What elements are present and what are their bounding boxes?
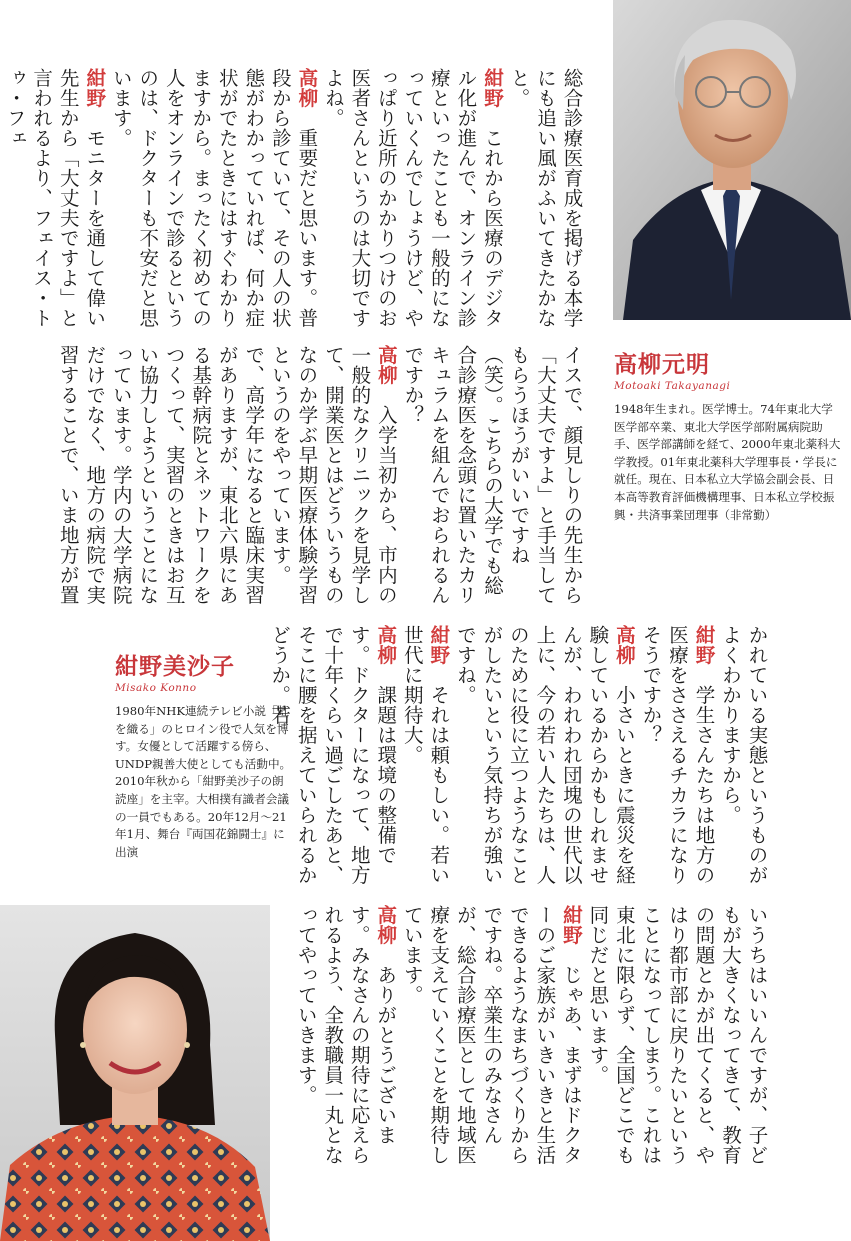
takayanagi-bio: 1948年生まれ。医学博士。74年東北大学医学部卒業、東北大学医学部附属病院助手、医学部講師を経て、2000年東北薬科大学教授。01年東北薬科大学理事長・学長に就任。現在、日本私立大学協会副会長、日本高等教育評価機構理事、日本私立学校振興・共済事業団理事（非常勤） <box>614 402 841 522</box>
para: いうちはいいんですが、子どもが大きくなってきて、教育の問題とかが出てくると、やはり都市部に戻りたいということになってしまう。これは東北に限らず、全国どこでも同じだと思います。 <box>586 905 769 1165</box>
konno-name: 紺野美沙子 <box>115 654 235 680</box>
konno-bio: 1980年NHK連続テレビ小説「虹を織る」のヒロイン役で人気を博す。女優として活躍する傍ら、UNDP親善大使としても活動中。2010年秋から「紺野美沙子の朗読座」を主宰。大相撲有識者会議の一員でもある。20年12月〜21年1月、舞台『両国花錦闘士』に出演 <box>115 704 292 859</box>
speaker-takayanagi: 高柳 <box>612 625 636 665</box>
para: それは頼もしい。若い世代に期待大。 <box>400 625 451 885</box>
text-column-2 <box>266 625 796 887</box>
para: ありがとうございます。みなさんの期待に応えられるよう、全教職員一丸となってやっていきます。 <box>294 905 398 1165</box>
speaker-takayanagi: 高柳 <box>374 905 398 945</box>
text-column-3 <box>292 905 796 1167</box>
konno-roman-name: Misako Konno <box>115 682 197 694</box>
takayanagi-photo <box>613 0 851 320</box>
text-column-1b <box>54 345 611 607</box>
takayanagi-name: 高柳元明 <box>614 352 710 378</box>
speaker-takayanagi: 高柳 <box>374 625 398 665</box>
text-column-1a <box>1 68 611 330</box>
para: 重要だと思います。普段から診ていて、その人の状態がわかっていれば、何か症状がでたときにはすぐわかりますから。まったく初めての人をオンラインで診るというのは、ドクターも不安だと思います。 <box>109 68 319 328</box>
speaker-konno: 紺野 <box>480 68 504 108</box>
para: これから医療のデジタル化が進んで、オンライン診療といったことも一般的になっていくんでしょうけど、やっぱり近所のかかりつけのお医者さんというのは大切ですよね。 <box>321 68 504 328</box>
speaker-konno: 紺野 <box>427 625 451 665</box>
para: 小さいときに震災を経験しているからかもしれませんが、われわれ団塊の世代以上に、今の若い人たちは、人のために役に立つようなことがしたいという気持ちが強いですね。 <box>453 625 636 885</box>
para: 入学当初から、市内の一般的なクリニックを見学して、開業医とはどういうものなのか学ぶ早期医療体験学習というのをやっています。で、高学年になると臨床実習がありますが、東北六県にある基幹病院とネットワークをつくって、実習のときはお互い協力しようということになっています。学内の大学病院だけでなく、地方の病院で実習することで、いま地方が置 <box>56 345 398 605</box>
para: 課題は環境の整備です。ドクターになって、地方で十年くらい過ごしたあと、そこに腰を据えていられるかどうか。若 <box>268 625 398 885</box>
speaker-konno: 紺野 <box>692 625 716 665</box>
konno-photo <box>0 905 270 1241</box>
para: かれている実態というものがよくわかりますから。 <box>718 625 769 885</box>
para: 学生さんたちは地方の医療をささえるチカラになりそうですか？ <box>639 625 716 885</box>
speaker-konno: 紺野 <box>559 905 583 945</box>
para: じゃあ、まずはドクターのご家族がいきいきと生活できるようなまちづくりからですね。卒業生のみなさんが、総合診療医として地域医療を支えていくことを期待しています。 <box>400 905 583 1165</box>
speaker-konno: 紺野 <box>83 68 107 108</box>
speaker-takayanagi: 高柳 <box>295 68 319 108</box>
para: モニターを通して偉い先生から「大丈夫ですよ」と言われるより、フェイス・トゥ・フェ <box>3 68 107 328</box>
para: 総合診療医育成を掲げる本学にも追い風がふいてきたかなと。 <box>507 68 584 328</box>
para: イスで、顔見しりの先生から「大丈夫ですよ」と手当してもらうほうがいいですね（笑）。こちらの大学でも総合診療医を念頭に置いたカリキュラムを組んでおられるんですか？ <box>401 345 584 605</box>
takayanagi-roman-name: Motoaki Takayanagi <box>614 380 731 392</box>
speaker-takayanagi: 高柳 <box>374 345 398 385</box>
